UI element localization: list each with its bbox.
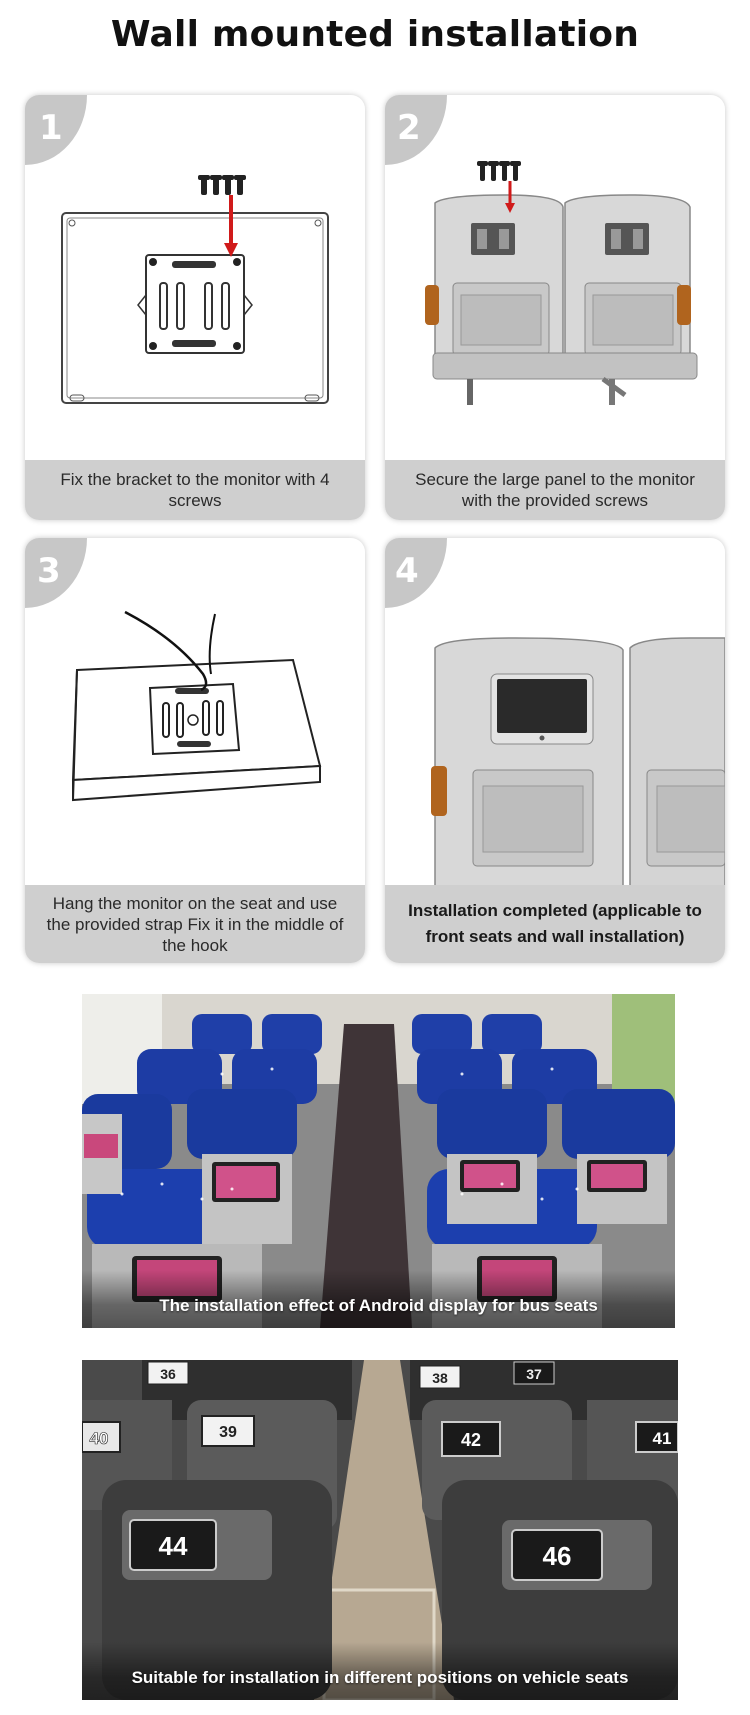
seat-number: 46 — [542, 1541, 572, 1571]
step-number: 4 — [395, 551, 419, 591]
seat-number: 38 — [432, 1370, 448, 1386]
seat-number: 39 — [219, 1424, 237, 1441]
step-badge — [385, 95, 447, 165]
bus-seats-photo-numbered — [82, 1360, 678, 1700]
seat-number: 37 — [526, 1366, 542, 1382]
seat-number: 41 — [652, 1429, 672, 1448]
seat-number: 44 — [158, 1531, 188, 1561]
step-badge — [385, 538, 447, 608]
step-number: 1 — [39, 108, 63, 148]
seat-number: 36 — [160, 1366, 176, 1382]
step-card-2 — [385, 95, 725, 520]
photo-caption: The installation effect of Android display for bus seats — [82, 1270, 675, 1328]
step-card-3 — [25, 538, 365, 963]
bus-seats-photo-blue — [82, 994, 675, 1328]
step-caption: Hang the monitor on the seat and use the provided strap Fix it in the middle of the hook — [25, 885, 365, 963]
step-number: 2 — [397, 108, 421, 148]
step-card-1 — [25, 95, 365, 520]
step-caption: Installation completed (applicable to front seats and wall installation) — [385, 885, 725, 963]
seat-number: 40 — [89, 1429, 109, 1448]
step-card-4 — [385, 538, 725, 963]
step-badge — [25, 95, 87, 165]
step-badge — [25, 538, 87, 608]
photo-caption: Suitable for installation in different positions on vehicle seats — [82, 1642, 678, 1700]
seat-number: 42 — [460, 1430, 482, 1450]
step-caption: Secure the large panel to the monitor with the provided screws — [385, 460, 725, 520]
page-title: Wall mounted installation — [110, 14, 640, 55]
step-caption: Fix the bracket to the monitor with 4 screws — [25, 460, 365, 520]
step-number: 3 — [37, 551, 61, 591]
